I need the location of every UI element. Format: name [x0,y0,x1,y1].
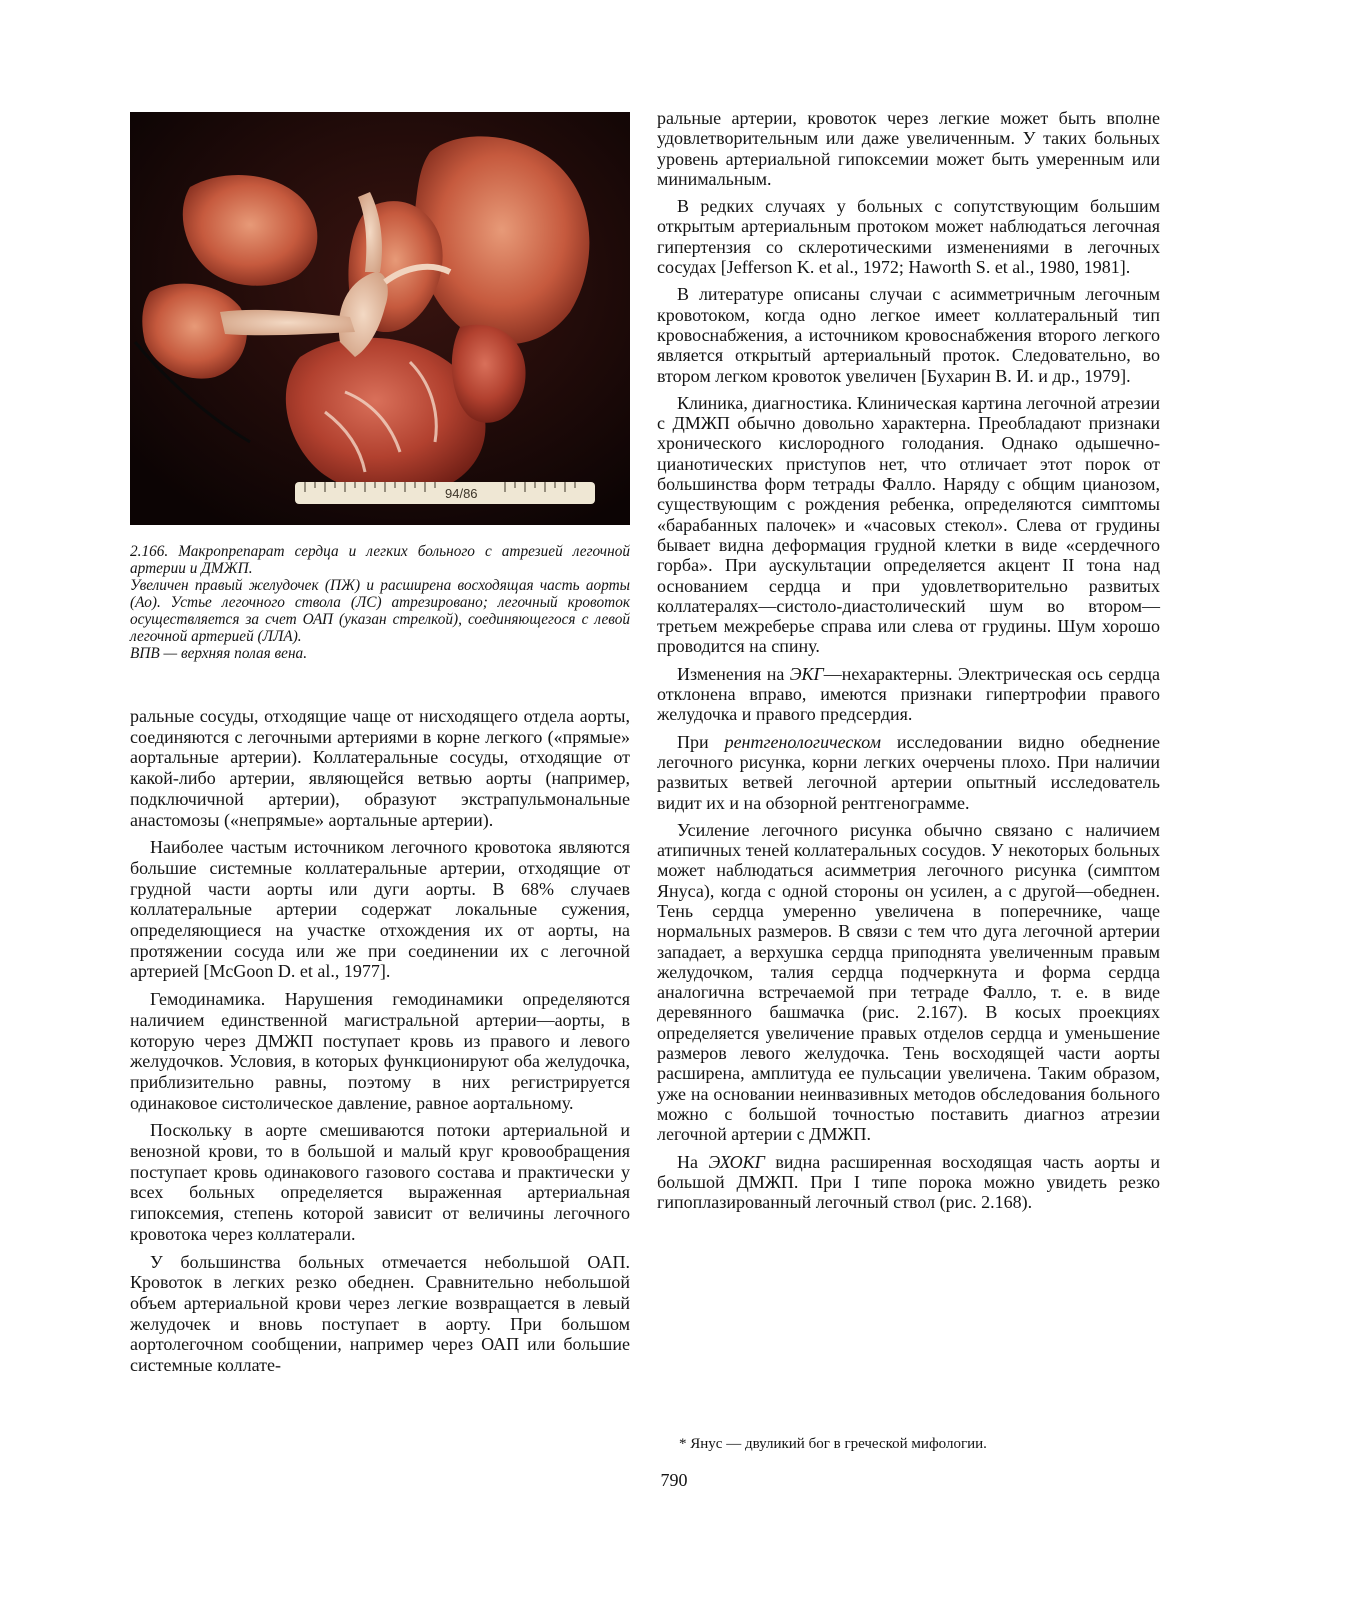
page-number: 790 [660,1470,688,1490]
emphasis: рентгенологическом [724,731,881,752]
footnote: * Янус — двуликий бог в греческой мифологии. [679,1436,987,1452]
heart-lung-specimen-photo [130,112,630,525]
text-run: —нехарактерны. Электрическая ось сердца отклонена вправо, имеются признаки гипертрофии правого желудочка и правого предсердия. [657,663,1160,725]
text-run: исследовании видно обеднение легочного рисунка, корни легких очерчены плохо. При наличии развитых ветвей легочной артерии опытный исследователь видит их и на обзорной рентгенограмме. [657,731,1160,813]
caption-title: 2.166. Макропрепарат сердца и легких больного с атрезией легочной артерии и ДМЖП. [130,543,630,577]
paragraph: Усиление легочного рисунка обычно связано с наличием атипичных теней коллатеральных сосудов. У некоторых больных может наблюдаться асимметрия легочного рисунка (симптом Януса), когда с одной стороны он усилен, а с другой—обеднен. Тень сердца умеренно увеличена в поперечнике, чаще нормальных размеров. В связи с тем что дуга легочной артерии западает, а верхушка сердца приподнята увеличенным правым желудочком, талия сердца подчеркнута и форма сердца аналогична встречаемой при тетраде Фалло, т. е. в виде деревянного башмачка (рис. 2.167). В косых проекциях определяется увеличение правых отделов сердца и уменьшение размеров левого желудочка. Тень восходящей части аорты расширена, амплитуда ее пульсации увеличена. Таким образом, уже на основании неинвазивных методов обследования больного можно с большой точностью поставить диагноз атрезии легочной артерии с ДМЖП. [657,819,1160,1145]
paragraph-ecg [657,664,1160,725]
right-column [657,108,1160,1219]
paragraph: В редких случаях у больных с сопутствующим большим открытым артериальным протоком может наблюдаться легочная гипертензия со склеротическими изменениями в легочных сосудах [Jefferson K. et al., 1972; Haworth S. et al., 1980, 1981]. [657,196,1160,278]
text-run: видна расширенная восходящая часть аорты и большой ДМЖП. При I типе порока можно увидеть резко гипоплазированный легочный ствол (рис. 2.168). [657,1151,1160,1213]
caption-body: Увеличен правый желудочек (ПЖ) и расширена восходящая часть аорты (Ао). Устье легочного ствола (ЛС) атрезировано; легочный кровоток осуществляется за счет ОАП (указан стрелкой), соединяющегося с левой легочной артерией (ЛЛА). [130,577,630,645]
left-body-text [130,706,630,1376]
paragraph: Гемодинамика. Нарушения гемодинамики определяются наличием единственной магистральной артерии—аорты, в которую через ДМЖП поступает кровь из правого и левого желудочков. Условия, в которых функционируют оба желудочка, приблизительно равны, поэтому в них регистрируется одинаковое систолическое давление, равное аортальному. [130,989,630,1113]
paragraph: Поскольку в аорте смешиваются потоки артериальной и венозной крови, то в большой и малый круг кровообращения поступает кровь одинакового газового состава и практически у всех больных определяется выраженная артериальная гипоксемия, степень которой зависит от величины легочного кровотока через коллатерали. [130,1120,630,1244]
paragraph-xray [657,732,1160,813]
paragraph: В литературе описаны случаи с асимметричным легочным кровотоком, когда одно легкое имеет коллатеральный тип кровоснабжения, а источником кровоснабжения второго легкого является открытый артериальный проток. Следовательно, во втором легком кровоток увеличен [Бухарин В. И. и др., 1979]. [657,284,1160,386]
paragraph-echo [657,1152,1160,1213]
text-run: Изменения на [677,663,790,684]
paragraph: ральные артерии, кровоток через легкие может быть вполне удовлетворительным или даже увеличенным. У таких больных уровень артериальной гипоксемии может быть умеренным или минимальным. [657,108,1160,189]
left-column [130,112,630,1383]
emphasis: ЭКГ [789,663,824,684]
paragraph: У большинства больных отмечается небольшой ОАП. Кровоток в легких резко обеднен. Сравнительно небольшой объем артериальной крови через легкие возвращается в левый желудочек и вновь поступает в аорту. При большом аортолегочном сообщении, например через ОАП или большие системные коллате- [130,1251,630,1376]
paragraph: ральные сосуды, отходящие чаще от нисходящего отдела аорты, соединяются с легочными артериями в корне легкого («прямые» аортальные артерии). Коллатеральные сосуды, отходящие от какой-либо артерии, являющейся ветвью аорты (например, подключичной артерии), образуют экстрапульмональные анастомозы («непрямые» аортальные артерии). [130,706,630,830]
paragraph: Клиника, диагностика. Клиническая картина легочной атрезии с ДМЖП обычно довольно характерна. Преобладают признаки хронического кислородного голодания. Однако одышечно-цианотических приступов нет, что отличает этот порок от большинства форм тетрады Фалло. Наряду с общим цианозом, существующим с рождения ребенка, определяются симптомы «барабанных палочек» и «часовых стекол». Слева от грудины бывает видна деформация грудной клетки в виде «сердечного горба». При аускультации определяется акцент II тона над основанием сердца и при удовлетворительно развитых коллатералях—систоло-диастолический шум во втором—третьем межреберье справа или слева от грудины. Шум хорошо проводится на спину. [657,392,1160,657]
paragraph: Наиболее частым источником легочного кровотока являются большие системные коллатеральные артерии, отходящие от грудной части аорты или дуги аорты. В 68% случаев коллатеральные артерии содержат локальные сужения, определяющиеся на участке отхождения их от аорты, на протяжении сосуда или же при соединении их с легочной артерией [McGoon D. et al., 1977]. [130,837,630,982]
text-run: На [677,1151,709,1172]
emphasis: ЭХОКГ [708,1151,765,1172]
ruler-label: 94/86 [445,486,478,501]
figure-caption [130,543,630,662]
text-run: При [677,731,725,752]
specimen-illustration [130,112,630,525]
caption-note: ВПВ — верхняя полая вена. [130,645,308,662]
